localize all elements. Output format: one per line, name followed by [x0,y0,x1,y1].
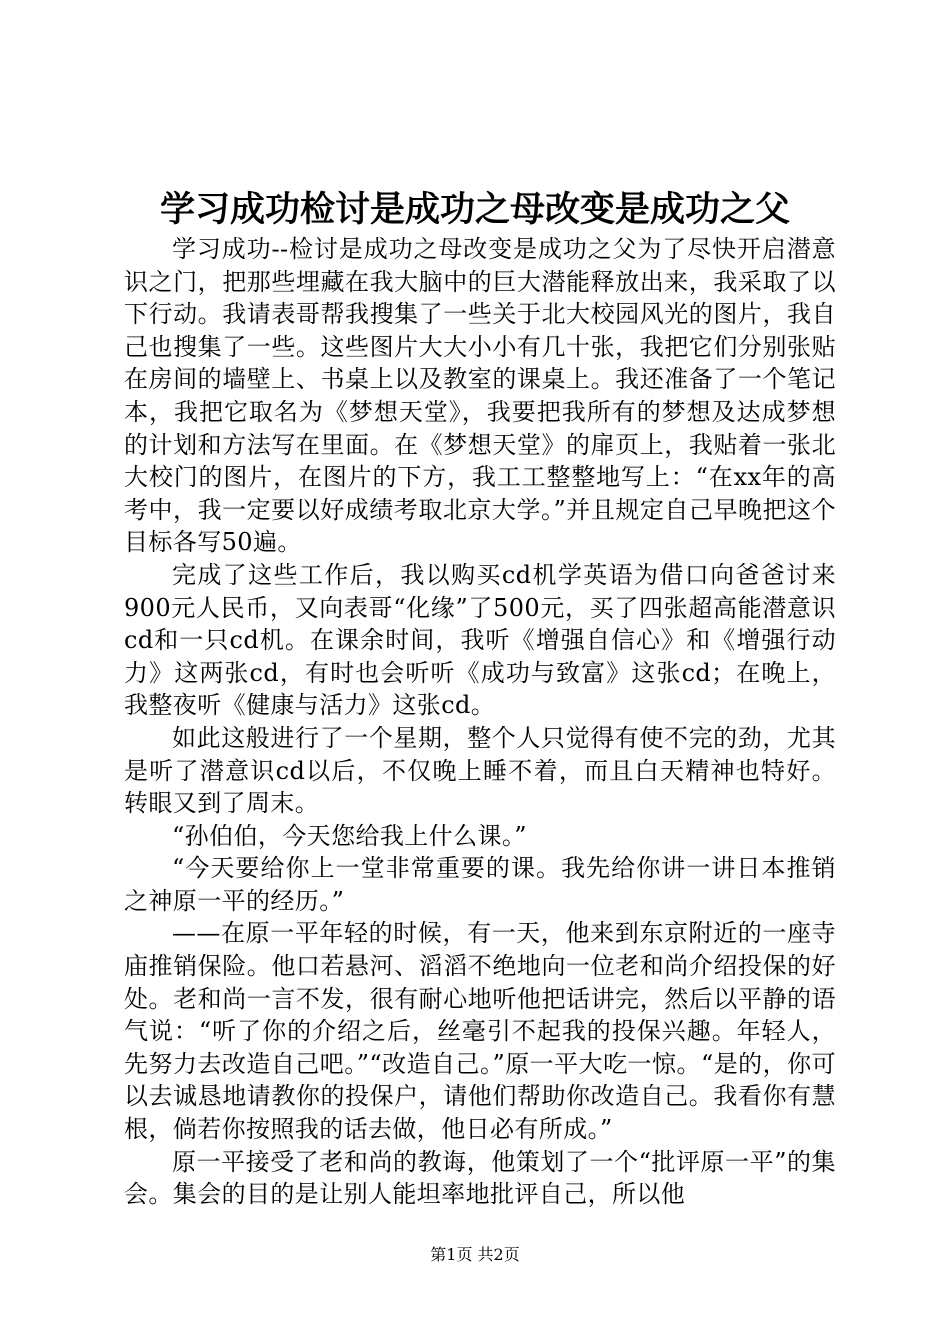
paragraph-5: “今天要给你上一堂非常重要的课。我先给你讲一讲日本推销之神原一平的经历。” [124,854,836,915]
paragraph-1: 学习成功--检讨是成功之母改变是成功之父为了尽快开启潜意识之门，把那些埋藏在我大脑中的巨大潜能释放出来，我采取了以下行动。我请表哥帮我搜集了一些关于北大校园风光的图片，我自己也搜集了一些。这些图片大大小小有几十张，我把它们分别张贴在房间的墙壁上、书桌上以及教室的课桌上。我还准备了一个笔记本，我把它取名为《梦想天堂》，我要把我所有的梦想及达成梦想的计划和方法写在里面。在《梦想天堂》的扉页上，我贴着一张北大校门的图片，在图片的下方，我工工整整地写上：“在xx年的高考中，我一定要以好成绩考取北京大学。”并且规定自己早晚把这个目标各写50遍。 [124,235,836,557]
paragraph-7: 原一平接受了老和尚的教诲，他策划了一个“批评原一平”的集会。集会的目的是让别人能坦率地批评自己，所以他 [124,1147,836,1209]
document-body [124,233,836,1211]
paragraph-2: 完成了这些工作后，我以购买cd机学英语为借口向爸爸讨来900元人民币，又向表哥“化缘”了500元，买了四张超高能潜意识cd和一只cd机。在课余时间，我听《增强自信心》和《增强行动力》这两张cd，有时也会听听《成功与致富》这张cd；在晚上，我整夜听《健康与活力》这张cd。 [124,560,836,720]
document-title: 学习成功检讨是成功之母改变是成功之父 [159,189,790,230]
paragraph-4: “孙伯伯，今天您给我上什么课。” [172,821,527,850]
paragraph-3: 如此这般进行了一个星期，整个人只觉得有使不完的劲，尤其是听了潜意识cd以后，不仅晚上睡不着，而且白天精神也特好。转眼又到了周末。 [124,723,836,818]
paragraph-6: ——在原一平年轻的时候，有一天，他来到东京附近的一座寺庙推销保险。他口若悬河、滔滔不绝地向一位老和尚介绍投保的好处。老和尚一言不发，很有耐心地听他把话讲完，然后以平静的语气说：“听了你的介绍之后，丝毫引不起我的投保兴趣。年轻人，先努力去改造自己吧。”“改造自己。”原一平大吃一惊。“是的，你可以去诚恳地请教你的投保户，请他们帮助你改造自己。我看你有慧根，倘若你按照我的话去做，他日必有所成。” [124,919,836,1144]
page-footer: 第1页 共2页 [430,1245,520,1264]
